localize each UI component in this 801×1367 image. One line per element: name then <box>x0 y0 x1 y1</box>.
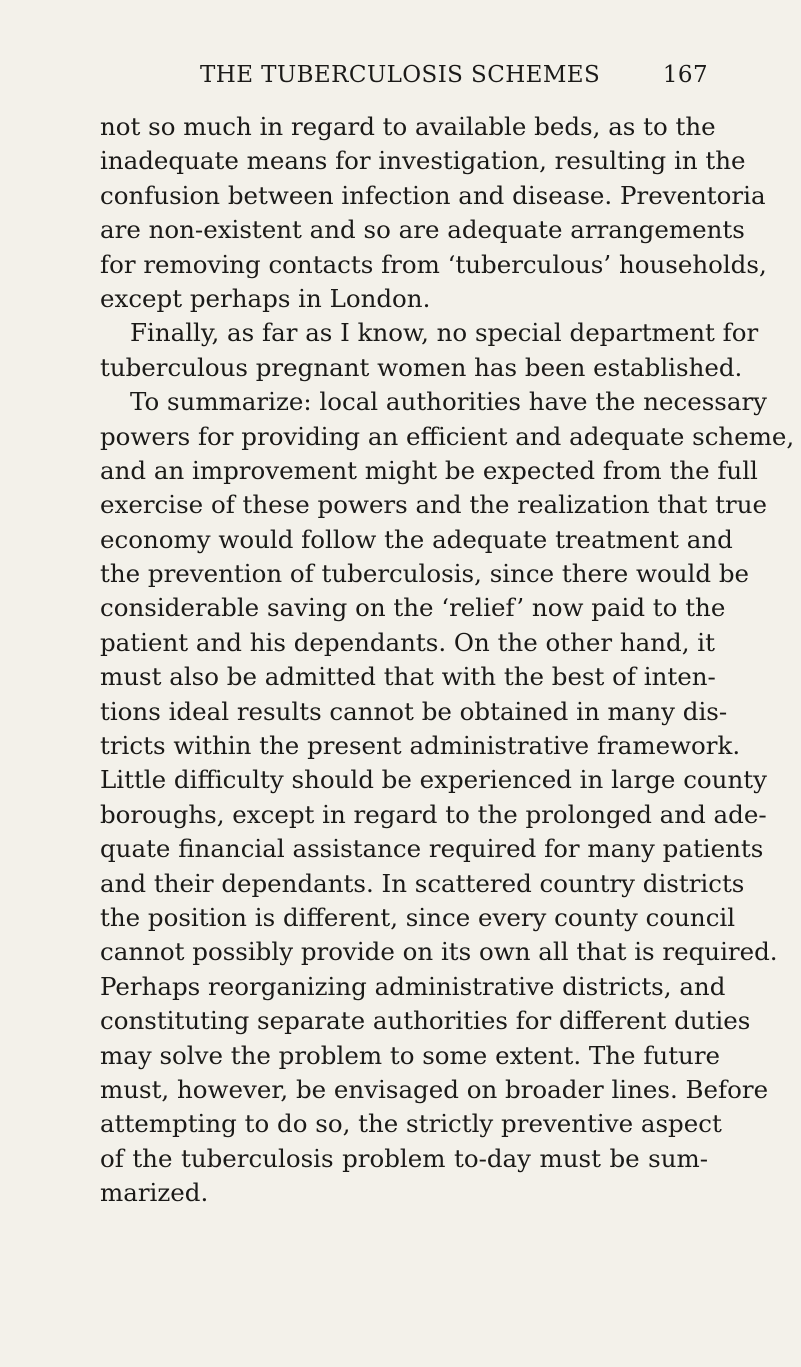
text-line: Little difficulty should be experienced in large county <box>100 765 767 795</box>
text-line: Perhaps reorganizing administrative districts, and <box>100 971 726 1001</box>
running-head-title: THE TUBERCULOSIS SCHEMES <box>200 62 601 88</box>
text-line: tions ideal results cannot be obtained in many dis- <box>100 696 728 726</box>
text-line: the prevention of tuberculosis, since there would be <box>100 559 749 589</box>
text-line: for removing contacts from ‘tuberculous’ households, <box>100 249 767 279</box>
text-line: patient and his dependants. On the other hand, it <box>100 627 715 657</box>
text-line: except perhaps in London. <box>100 283 431 313</box>
text-line: quate financial assistance required for many patients <box>100 834 764 864</box>
text-line: of the tuberculosis problem to-day must be sum- <box>100 1143 708 1173</box>
text-line: economy would follow the adequate treatment and <box>100 524 733 554</box>
text-line: are non-existent and so are adequate arrangements <box>100 215 745 245</box>
text-line: not so much in regard to available beds, as to the <box>100 112 716 141</box>
text-line: and their dependants. In scattered country districts <box>100 868 745 898</box>
text-line: considerable saving on the ‘relief’ now paid to the <box>100 593 726 623</box>
text-line: and an improvement might be expected from the full <box>100 455 758 485</box>
text-line: powers for providing an efficient and adequate scheme, <box>100 421 795 451</box>
text-line: tricts within the present administrative framework. <box>100 731 741 761</box>
text-line: must, however, be envisaged on broader lines. Before <box>100 1074 769 1104</box>
paragraph-first-line: Finally, as far as I know, no special department for <box>130 318 759 348</box>
text-line: confusion between infection and disease. Preventoria <box>100 180 766 210</box>
text-line: exercise of these powers and the realization that true <box>100 490 767 520</box>
text-line: tuberculous pregnant women has been established. <box>100 352 743 382</box>
running-head <box>100 62 708 96</box>
text-line: cannot possibly provide on its own all that is required. <box>100 937 778 967</box>
paragraph-first-line: To summarize: local authorities have the necessary <box>130 387 768 417</box>
text-line: may solve the problem to some extent. The future <box>100 1040 721 1070</box>
text-line: inadequate means for investigation, resulting in the <box>100 146 746 176</box>
text-line: must also be admitted that with the best of inten- <box>100 662 716 692</box>
text-line: boroughs, except in regard to the prolonged and ade- <box>100 799 767 829</box>
text-line: constituting separate authorities for different duties <box>100 1006 751 1036</box>
text-line: the position is different, since every county council <box>100 902 736 932</box>
body-text <box>100 110 795 1211</box>
page-number: 167 <box>662 62 708 88</box>
text-line: marized. <box>100 1178 209 1208</box>
text-line: attempting to do so, the strictly preventive aspect <box>100 1109 722 1139</box>
